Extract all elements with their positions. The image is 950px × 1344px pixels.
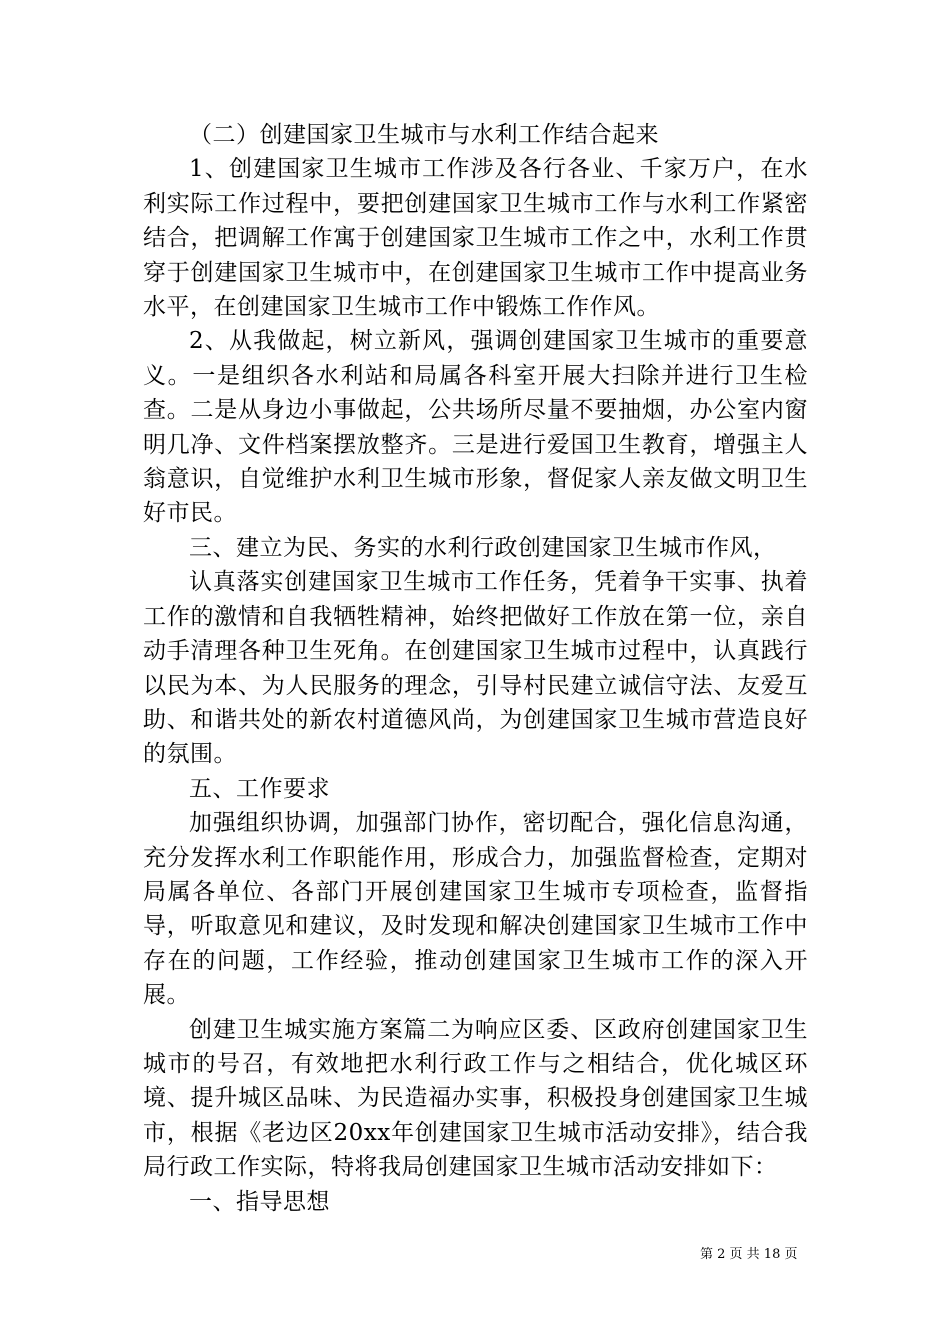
- section-heading-combine-water-work: （二）创建国家卫生城市与水利工作结合起来: [189, 122, 659, 148]
- paragraph-item-1: 1、创建国家卫生城市工作涉及各行各业、千家万户，在水利实际工作过程中，要把创建国家卫生城市工作与水利工作紧密结合，把调解工作寓于创建国家卫生城市工作之中，水利工作贯穿于创建国家卫生城市中，在创建国家卫生城市工作中提高业务水平，在创建国家卫生城市工作中锻炼工作作风。: [143, 156, 808, 321]
- page-number-footer: 第 2 页 共 18 页: [700, 1247, 798, 1262]
- paragraph-plan-two-intro: 创建卫生城实施方案篇二为响应区委、区政府创建国家卫生城市的号召，有效地把水利行政工作与之相结合，优化城区环境、提升城区品味、为民造福办实事，积极投身创建国家卫生城市，根据《老边区20xx年创建国家卫生城市活动安排》，结合我局行政工作实际，特将我局创建国家卫生城市活动安排如下：: [143, 1016, 808, 1181]
- paragraph-item-2: 2、从我做起，树立新风，强调创建国家卫生城市的重要意义。一是组织各水利站和局属各科室开展大扫除并进行卫生检查。二是从身边小事做起，公共场所尽量不要抽烟，办公室内窗明几净、文件档案摆放整齐。三是进行爱国卫生教育，增强主人翁意识，自觉维护水利卫生城市形象，督促家人亲友做文明卫生好市民。: [143, 328, 808, 527]
- section-heading-guiding-ideology: 一、指导思想: [189, 1188, 330, 1215]
- section-heading-five: 五、工作要求: [189, 775, 330, 802]
- section-heading-three: 三、建立为民、务实的水利行政创建国家卫生城市作风，: [189, 534, 777, 561]
- paragraph-implementation: 认真落实创建国家卫生城市工作任务，凭着争干实事、执着工作的激情和自我牺牲精神，始终把做好工作放在第一位，亲自动手清理各种卫生死角。在创建国家卫生城市过程中，认真践行以民为本、为人民服务的理念，引导村民建立诚信守法、友爱互助、和谐共处的新农村道德风尚，为创建国家卫生城市营造良好的氛围。: [143, 569, 808, 768]
- document-body: [143, 118, 808, 1219]
- paragraph-work-requirements: 加强组织协调，加强部门协作，密切配合，强化信息沟通，充分发挥水利工作职能作用，形成合力，加强监督检查，定期对局属各单位、各部门开展创建国家卫生城市专项检查，监督指导，听取意见和建议，及时发现和解决创建国家卫生城市工作中存在的问题，工作经验，推动创建国家卫生城市工作的深入开展。: [143, 810, 808, 1009]
